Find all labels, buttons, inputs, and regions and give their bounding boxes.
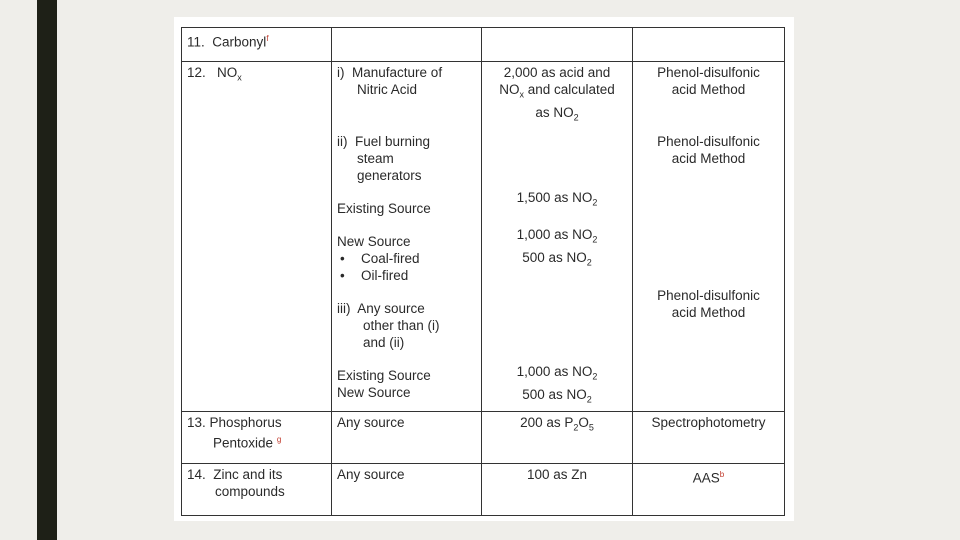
limit-subscript: 2 <box>592 198 598 209</box>
limit-subscript: 2 <box>573 422 579 433</box>
item-text: steam <box>357 151 394 166</box>
slide-accent-bar <box>37 0 57 540</box>
limit-subscript: 2 <box>586 394 592 405</box>
parameter-cell <box>182 28 332 62</box>
limit-text: and calculated <box>523 82 615 97</box>
item-label: i) <box>337 65 345 80</box>
parameter-name: Pentoxide <box>213 435 274 451</box>
limit-text: 200 as P <box>520 414 574 430</box>
limit-cell <box>482 463 633 515</box>
parameter-subscript: x <box>237 72 242 83</box>
list-item: • Coal-fired <box>337 250 476 267</box>
parameter-cell <box>182 62 332 412</box>
item-label: iii) <box>337 301 351 316</box>
method-text: Phenol-disulfonic <box>657 288 760 303</box>
source-label: Existing Source <box>337 368 431 383</box>
method-text: AAS <box>692 470 720 486</box>
limit-cell <box>482 411 633 463</box>
parameter-name: Carbonyl <box>212 34 267 50</box>
industry-cell <box>332 62 482 412</box>
limit-text: 500 as NO <box>522 387 587 403</box>
limit-subscript: x <box>519 89 524 100</box>
parameter-cell <box>182 411 332 463</box>
method-text: acid Method <box>671 151 746 166</box>
limit-text: as NO <box>535 104 574 120</box>
method-text: Spectrophotometry <box>651 414 766 430</box>
item-text: other than (i) <box>363 318 440 333</box>
limit-cell <box>482 62 633 412</box>
parameter-cell <box>182 463 332 515</box>
industry-cell <box>332 463 482 515</box>
limit-text: 1,500 as NO <box>516 190 593 206</box>
method-text: acid Method <box>671 305 746 320</box>
method-cell <box>633 62 785 412</box>
table-row <box>182 28 785 62</box>
limit-text: NO <box>499 82 520 97</box>
footnote-marker: f <box>266 34 269 43</box>
method-cell <box>633 411 785 463</box>
source-label: Existing Source <box>337 201 431 216</box>
limit-text: 1,000 as NO <box>516 364 593 380</box>
item-text: Fuel burning <box>355 134 431 149</box>
method-cell <box>633 463 785 515</box>
industry-cell <box>332 411 482 463</box>
limit-subscript: 2 <box>586 257 592 268</box>
row-number: 14. <box>187 466 206 482</box>
limit-subscript: 5 <box>588 422 594 433</box>
item-text: generators <box>357 168 422 183</box>
limit-text: 2,000 as acid and <box>503 65 611 80</box>
method-text: acid Method <box>671 82 746 97</box>
table-row <box>182 62 785 412</box>
limit-subscript: 2 <box>592 234 598 245</box>
item-text: Nitric Acid <box>357 82 418 97</box>
limit-text: O <box>578 414 589 430</box>
limit-text: 500 as NO <box>522 249 587 265</box>
source-label: New Source <box>337 385 411 400</box>
emission-standards-table <box>181 27 785 516</box>
table-row <box>182 463 785 515</box>
source-label: New Source <box>337 234 411 249</box>
limit-text: 100 as Zn <box>526 466 588 482</box>
footnote-marker: b <box>719 469 725 479</box>
row-number: 12. <box>187 65 206 80</box>
method-text: Phenol-disulfonic <box>657 134 760 149</box>
item-text: Manufacture of <box>352 65 443 80</box>
item-text: Any source <box>337 466 405 482</box>
parameter-name: Phosphorus <box>209 414 282 430</box>
limit-cell <box>482 28 633 62</box>
item-text: Any source <box>357 301 425 316</box>
row-number: 13. <box>187 414 206 430</box>
parameter-name: compounds <box>215 483 285 499</box>
method-text: Phenol-disulfonic <box>657 65 760 80</box>
footnote-marker: g <box>276 434 282 444</box>
limit-subscript: 2 <box>592 372 598 383</box>
parameter-name: NO <box>217 65 238 80</box>
item-label: ii) <box>337 134 348 149</box>
limit-subscript: 2 <box>573 112 579 123</box>
row-number: 11. <box>187 34 205 50</box>
limit-text: 1,000 as NO <box>516 227 593 243</box>
list-item: • Oil-fired <box>337 267 476 284</box>
item-text: Any source <box>337 414 405 430</box>
table-image <box>174 17 794 521</box>
table-row <box>182 411 785 463</box>
parameter-name: Zinc and its <box>213 466 283 482</box>
item-text: and (ii) <box>363 335 405 350</box>
industry-cell <box>332 28 482 62</box>
method-cell <box>633 28 785 62</box>
